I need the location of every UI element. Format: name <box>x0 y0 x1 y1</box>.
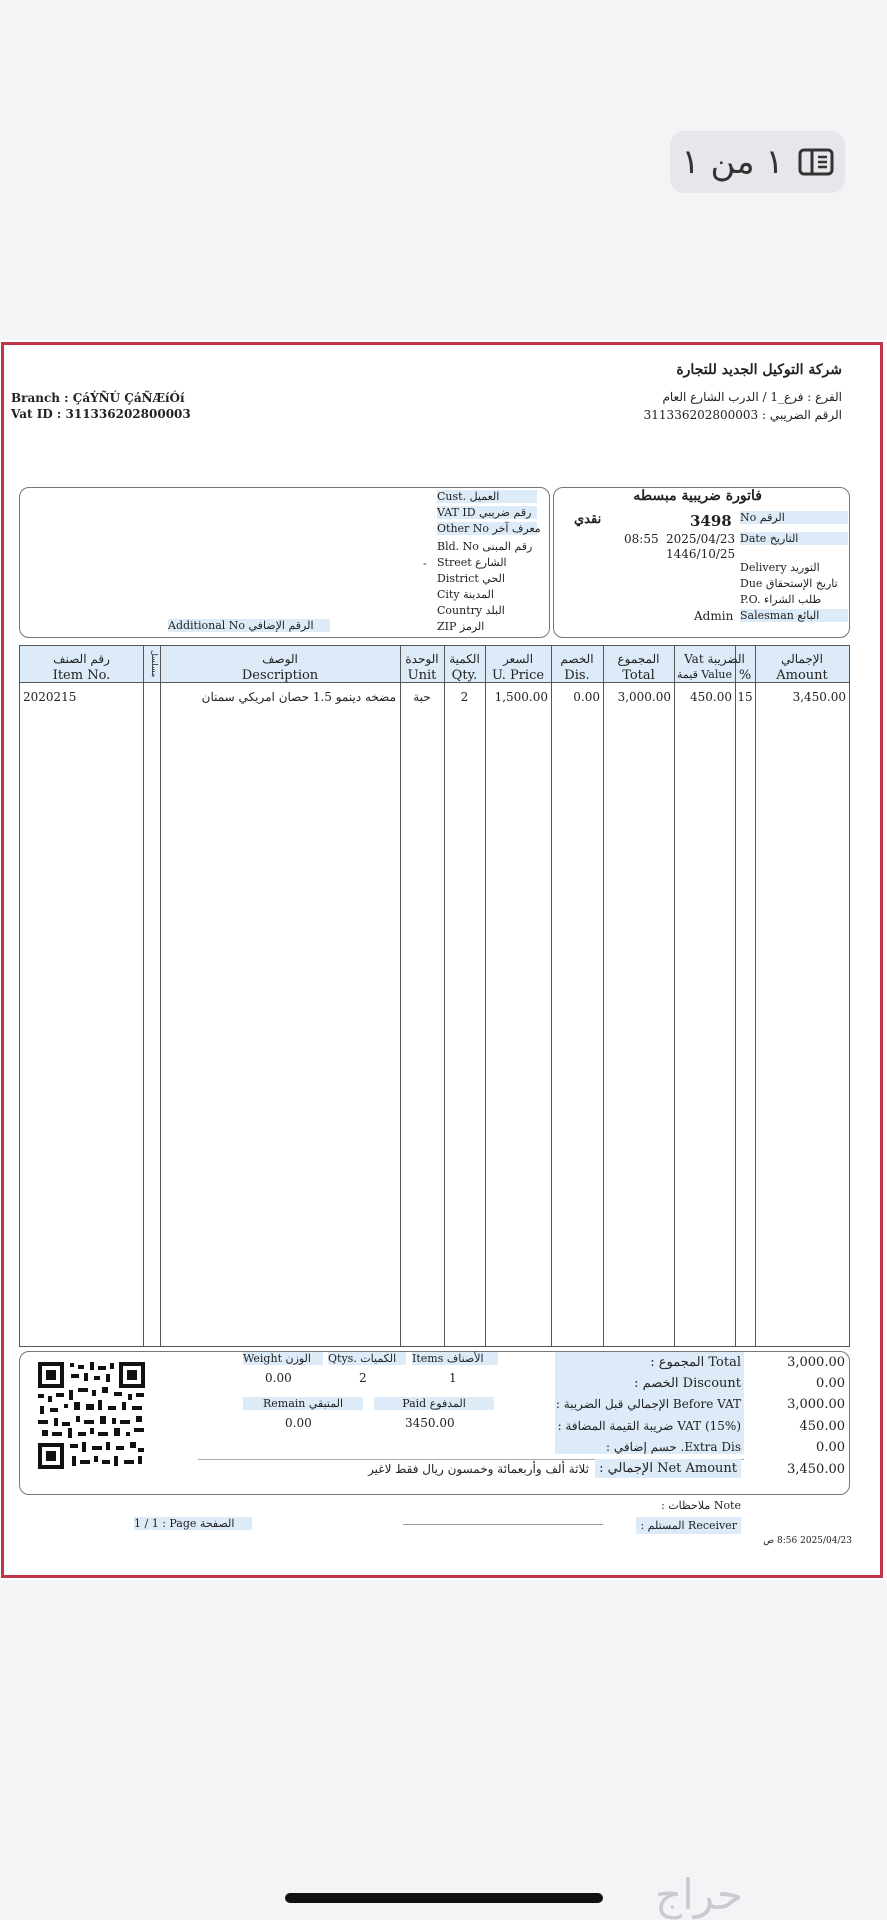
salesman-label: Salesman البائع <box>740 609 848 622</box>
th-dis-en: Dis. <box>564 668 590 683</box>
weight-value: 0.00 <box>265 1371 292 1385</box>
th-vat-value: Value قيمة <box>677 668 732 681</box>
paid-value: 3450.00 <box>405 1416 455 1430</box>
street-value: - <box>423 557 427 570</box>
th-amount-en: Amount <box>776 668 828 683</box>
th-total-ar: المجموع <box>617 652 660 666</box>
company-vat-ar: الرقم الضريبي : 311336202800003 <box>643 408 842 422</box>
remain-value: 0.00 <box>285 1416 312 1430</box>
th-unit-ar: الوحدة <box>405 652 439 666</box>
items-table <box>19 645 850 1347</box>
note-label: Note ملاحظات : <box>661 1499 741 1512</box>
row-description: مضخه دينمو 1.5 حصان امريكي سمنان <box>201 690 396 704</box>
row-discount: 0.00 <box>573 690 600 704</box>
th-desc-en: Description <box>241 668 319 683</box>
invoice-title: فاتورة ضريبية مبسطه <box>633 488 762 504</box>
invoice-no-label: No الرقم <box>740 511 848 524</box>
invoice-date: 2025/04/23 <box>666 532 736 546</box>
invoice-no-value: 3498 <box>690 512 732 530</box>
extra-dis-value: 0.00 <box>816 1440 845 1455</box>
remain-label: Remain المتبقي <box>243 1397 363 1410</box>
delivery-label: Delivery التوريد <box>740 561 820 574</box>
vat-total-value: 450.00 <box>799 1419 845 1434</box>
items-count-value: 1 <box>449 1371 457 1385</box>
country-label: Country البلد <box>437 604 505 617</box>
qtys-value: 2 <box>359 1371 367 1385</box>
th-total-en: Total <box>622 668 655 683</box>
row-vat-pct: 15 <box>737 690 753 704</box>
weight-label: Weight الوزن <box>243 1352 323 1365</box>
street-label: Street الشارع <box>437 556 507 569</box>
th-price-ar: السعر <box>502 652 534 666</box>
before-vat-value: 3,000.00 <box>787 1397 845 1412</box>
vat-id-field-label: VAT ID رقم ضريبي <box>437 506 537 519</box>
before-vat-label: Before VAT الإجمالي قبل الضريبة : <box>555 1397 741 1411</box>
invoice-hijri-date: 1446/10/25 <box>666 547 736 561</box>
th-unit-en: Unit <box>407 668 437 683</box>
home-indicator[interactable] <box>285 1893 603 1903</box>
company-branch-ar: الفرع : فرع_1 / الدرب الشارع العام <box>662 390 842 404</box>
other-no-label: Other No معرف آخر <box>437 522 541 535</box>
company-name: شركة التوكيل الجديد للتجارة <box>676 362 842 378</box>
row-item-no: 2020215 <box>23 690 77 704</box>
city-label: City المدينة <box>437 588 494 601</box>
haraj-watermark: حراج <box>655 1870 743 1919</box>
extra-dis-label: Extra Dis. حسم إضافي : <box>606 1440 741 1454</box>
paid-label: Paid المدفوع <box>374 1397 494 1410</box>
branch-label: Branch : ÇáÝÑÚ ÇáÑÆíÓí <box>11 391 185 405</box>
th-vat-ar: الضريبة Vat <box>684 652 745 666</box>
row-total: 3,000.00 <box>617 690 671 704</box>
items-count-label: Items الأصناف <box>412 1352 498 1365</box>
th-amount-ar: الإجمالي <box>781 652 823 666</box>
net-amount-words: ثلاثة ألف وأربعمائة وخمسون ريال فقط لاغير <box>368 1462 589 1476</box>
vat-total-label: VAT (15%) ضريبة القيمة المضافة : <box>557 1419 741 1433</box>
bld-no-label: Bld. No رقم المبنى <box>437 540 533 553</box>
row-price: 1,500.00 <box>494 690 548 704</box>
cust-label: Cust. العميل <box>437 490 537 503</box>
th-qty-en: Qty. <box>451 668 478 683</box>
th-price-en: U. Price <box>491 668 545 683</box>
vat-id-label: Vat ID : 311336202800003 <box>11 407 191 421</box>
discount-value: 0.00 <box>816 1376 845 1391</box>
salesman-value: Admin <box>694 609 734 623</box>
th-qty-ar: الكمية <box>449 652 480 666</box>
page-indicator-button[interactable] <box>670 131 845 193</box>
discount-label: Discount الخصم : <box>634 1376 741 1391</box>
page-indicator-text: ١ من ١ <box>681 142 784 182</box>
th-item-en: Item No. <box>52 668 111 683</box>
net-amount-label: Net Amount الإجمالي : <box>595 1459 741 1478</box>
row-vat: 450.00 <box>690 690 732 704</box>
date-label: Date التاريخ <box>740 532 848 545</box>
th-vat-pct: % <box>738 668 752 683</box>
th-dis-ar: الخصم <box>560 652 594 666</box>
invoice-time: 08:55 <box>624 532 659 546</box>
total-label: Total المجموع : <box>650 1355 741 1370</box>
th-item-ar: رقم الصنف <box>53 652 110 666</box>
row-unit: حبة <box>413 690 431 704</box>
th-desc-ar: الوصف <box>262 652 298 666</box>
qtys-label: Qtys. الكميات <box>328 1352 406 1365</box>
page-number: 1 / 1 : Page الصفحة <box>134 1517 252 1530</box>
additional-no-label: Additional No الرقم الإضافي <box>168 619 330 632</box>
po-label: P.O. طلب الشراء <box>740 593 822 606</box>
print-timestamp: 2025/04/23 8:56 ص <box>763 1536 852 1546</box>
net-amount-value: 3,450.00 <box>787 1462 845 1477</box>
zip-label: ZIP الرمز <box>437 620 485 633</box>
payment-type: نقدي <box>574 512 602 527</box>
receiver-label: Receiver المستلم : <box>636 1517 741 1534</box>
th-serial: مسلسل <box>150 650 159 678</box>
qr-code <box>36 1360 147 1471</box>
row-amount: 3,450.00 <box>792 690 846 704</box>
district-label: District الحي <box>437 572 505 585</box>
row-qty: 2 <box>460 690 469 704</box>
total-value: 3,000.00 <box>787 1355 845 1370</box>
due-label: Due تاريخ الإستحقاق <box>740 577 838 590</box>
book-icon <box>798 147 834 177</box>
